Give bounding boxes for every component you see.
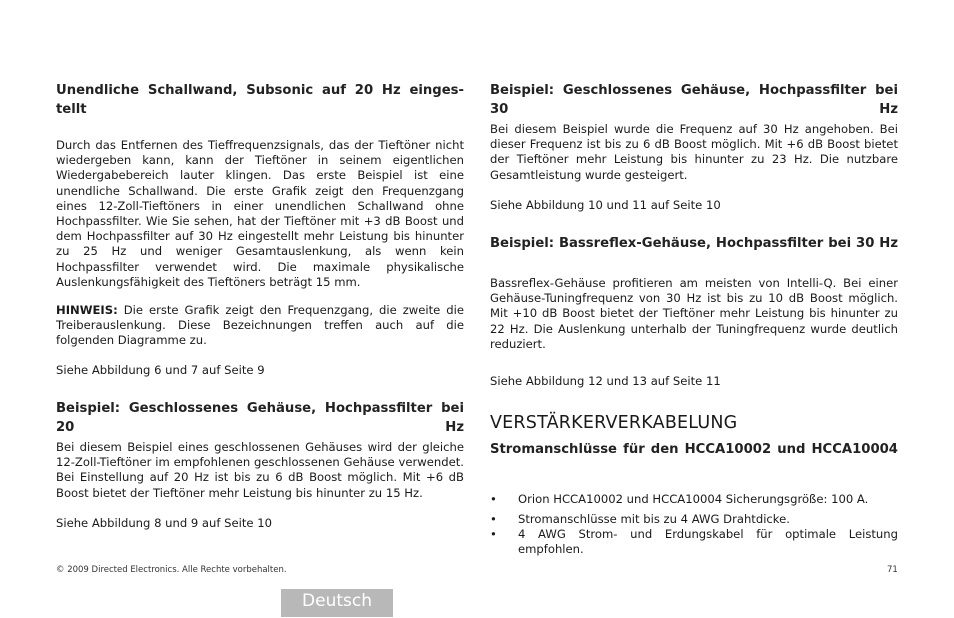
bullet-text: 4 AWG Strom- und Erdungskabel für optimale Leistung empfohlen.	[518, 527, 898, 557]
heading-bass-reflex-30hz: Beispiel: Bassreflex-Gehäuse, Hochpassfilter bei 30 Hz	[490, 236, 898, 251]
paragraph-bass-reflex-30hz: Bassreflex-Gehäuse profitieren am meisten von Intelli-Q. Bei einer Gehäuse-Tuningfrequenz von 30 Hz ist bis zu 10 dB Boost möglich. Mit +10 dB Boost bietet der Tieftöner mehr Leistung bis hinunter zu 22 Hz. Die Auslenkung unterhalb der Tuningfrequenz wurde deutlich reduziert.	[490, 276, 898, 351]
bullet-icon: •	[490, 527, 497, 541]
note-paragraph	[56, 303, 464, 349]
paragraph-sealed-30hz: Bei diesem Beispiel wurde die Frequenz auf 30 Hz angehoben. Bei dieser Frequenz ist bis zu 6 dB Boost möglich. Mit +6 dB Boost bietet der Tieftöner mehr Leistung bis hinunter zu 23 Hz. Die nutzbare Gesamtleistung wurde gesteigert.	[490, 122, 898, 182]
bullet-text: Orion HCCA10002 und HCCA10004 Sicherungsgröße: 100 A.	[518, 492, 869, 506]
heading-infinite-baffle: Unendliche Schallwand, Subsonic auf 20 Hz einges-tellt	[56, 83, 464, 117]
heading-sealed-30hz: Beispiel: Geschlossenes Gehäuse, Hochpassfilter bei 30 Hz	[490, 83, 898, 117]
note-text: Die erste Grafik zeigt den Frequenzgang, die zweite die Treiberauslenkung. Diese Bezeichnungen treffen auch auf die folgenden Diagramme zu.	[56, 303, 464, 348]
section-title-amplifier-wiring: VERSTÄRKERVERKABELUNG	[490, 413, 738, 433]
figure-reference-6-7: Siehe Abbildung 6 und 7 auf Seite 9	[56, 363, 265, 377]
language-tab: Deutsch	[281, 589, 393, 617]
bullet-icon: •	[490, 512, 497, 526]
copyright-notice: © 2009 Directed Electronics. Alle Rechte vorbehalten.	[56, 565, 287, 575]
bullet-text: Stromanschlüsse mit bis zu 4 AWG Drahtdicke.	[518, 512, 790, 526]
page-number: 71	[887, 565, 898, 575]
paragraph-sealed-20hz: Bei diesem Beispiel eines geschlossenen Gehäuses wird der gleiche 12-Zoll-Tieftöner im empfohlenen geschlossenen Gehäuse verwendet. Bei Einstellung auf 20 Hz ist bis zu 6 dB Boost möglich. Mit +6 dB Boost bietet der Tieftöner mehr Leistung bis hinunter zu 15 Hz.	[56, 440, 464, 500]
figure-reference-10-11: Siehe Abbildung 10 und 11 auf Seite 10	[490, 198, 721, 212]
paragraph-infinite-baffle: Durch das Entfernen des Tieffrequenzsignals, das der Tieftöner nicht wiedergeben kann, kann der Tieftöner in seinem eigentlichen Wiedergabebereich lauter klingen. Das erste Beispiel ist eine unendliche Schallwand. Die erste Grafik zeigt den Frequenzgang eines 12-Zoll-Tieftöners in einer unendlichen Schallwand ohne Hochpassfilter. Wie Sie sehen, hat der Tieftöner mit +3 dB Boost und dem Hochpassfilter auf 30 Hz eingestellt mehr Leistung bis hinunter zu 25 Hz und weniger Gesamtauslenkung, als wenn kein Hochpassfilter verwendet wird. Die maximale physikalische Auslenkungsfähigkeit des Tieftöners beträgt 15 mm.	[56, 138, 464, 289]
heading-power-connections: Stromanschlüsse für den HCCA10002 und HCCA10004	[490, 442, 898, 457]
figure-reference-8-9: Siehe Abbildung 8 und 9 auf Seite 10	[56, 516, 272, 530]
bullet-icon: •	[490, 492, 497, 506]
note-label: HINWEIS:	[56, 303, 118, 317]
heading-sealed-20hz: Beispiel: Geschlossenes Gehäuse, Hochpassfilter bei 20 Hz	[56, 401, 464, 435]
figure-reference-12-13: Siehe Abbildung 12 und 13 auf Seite 11	[490, 374, 721, 388]
